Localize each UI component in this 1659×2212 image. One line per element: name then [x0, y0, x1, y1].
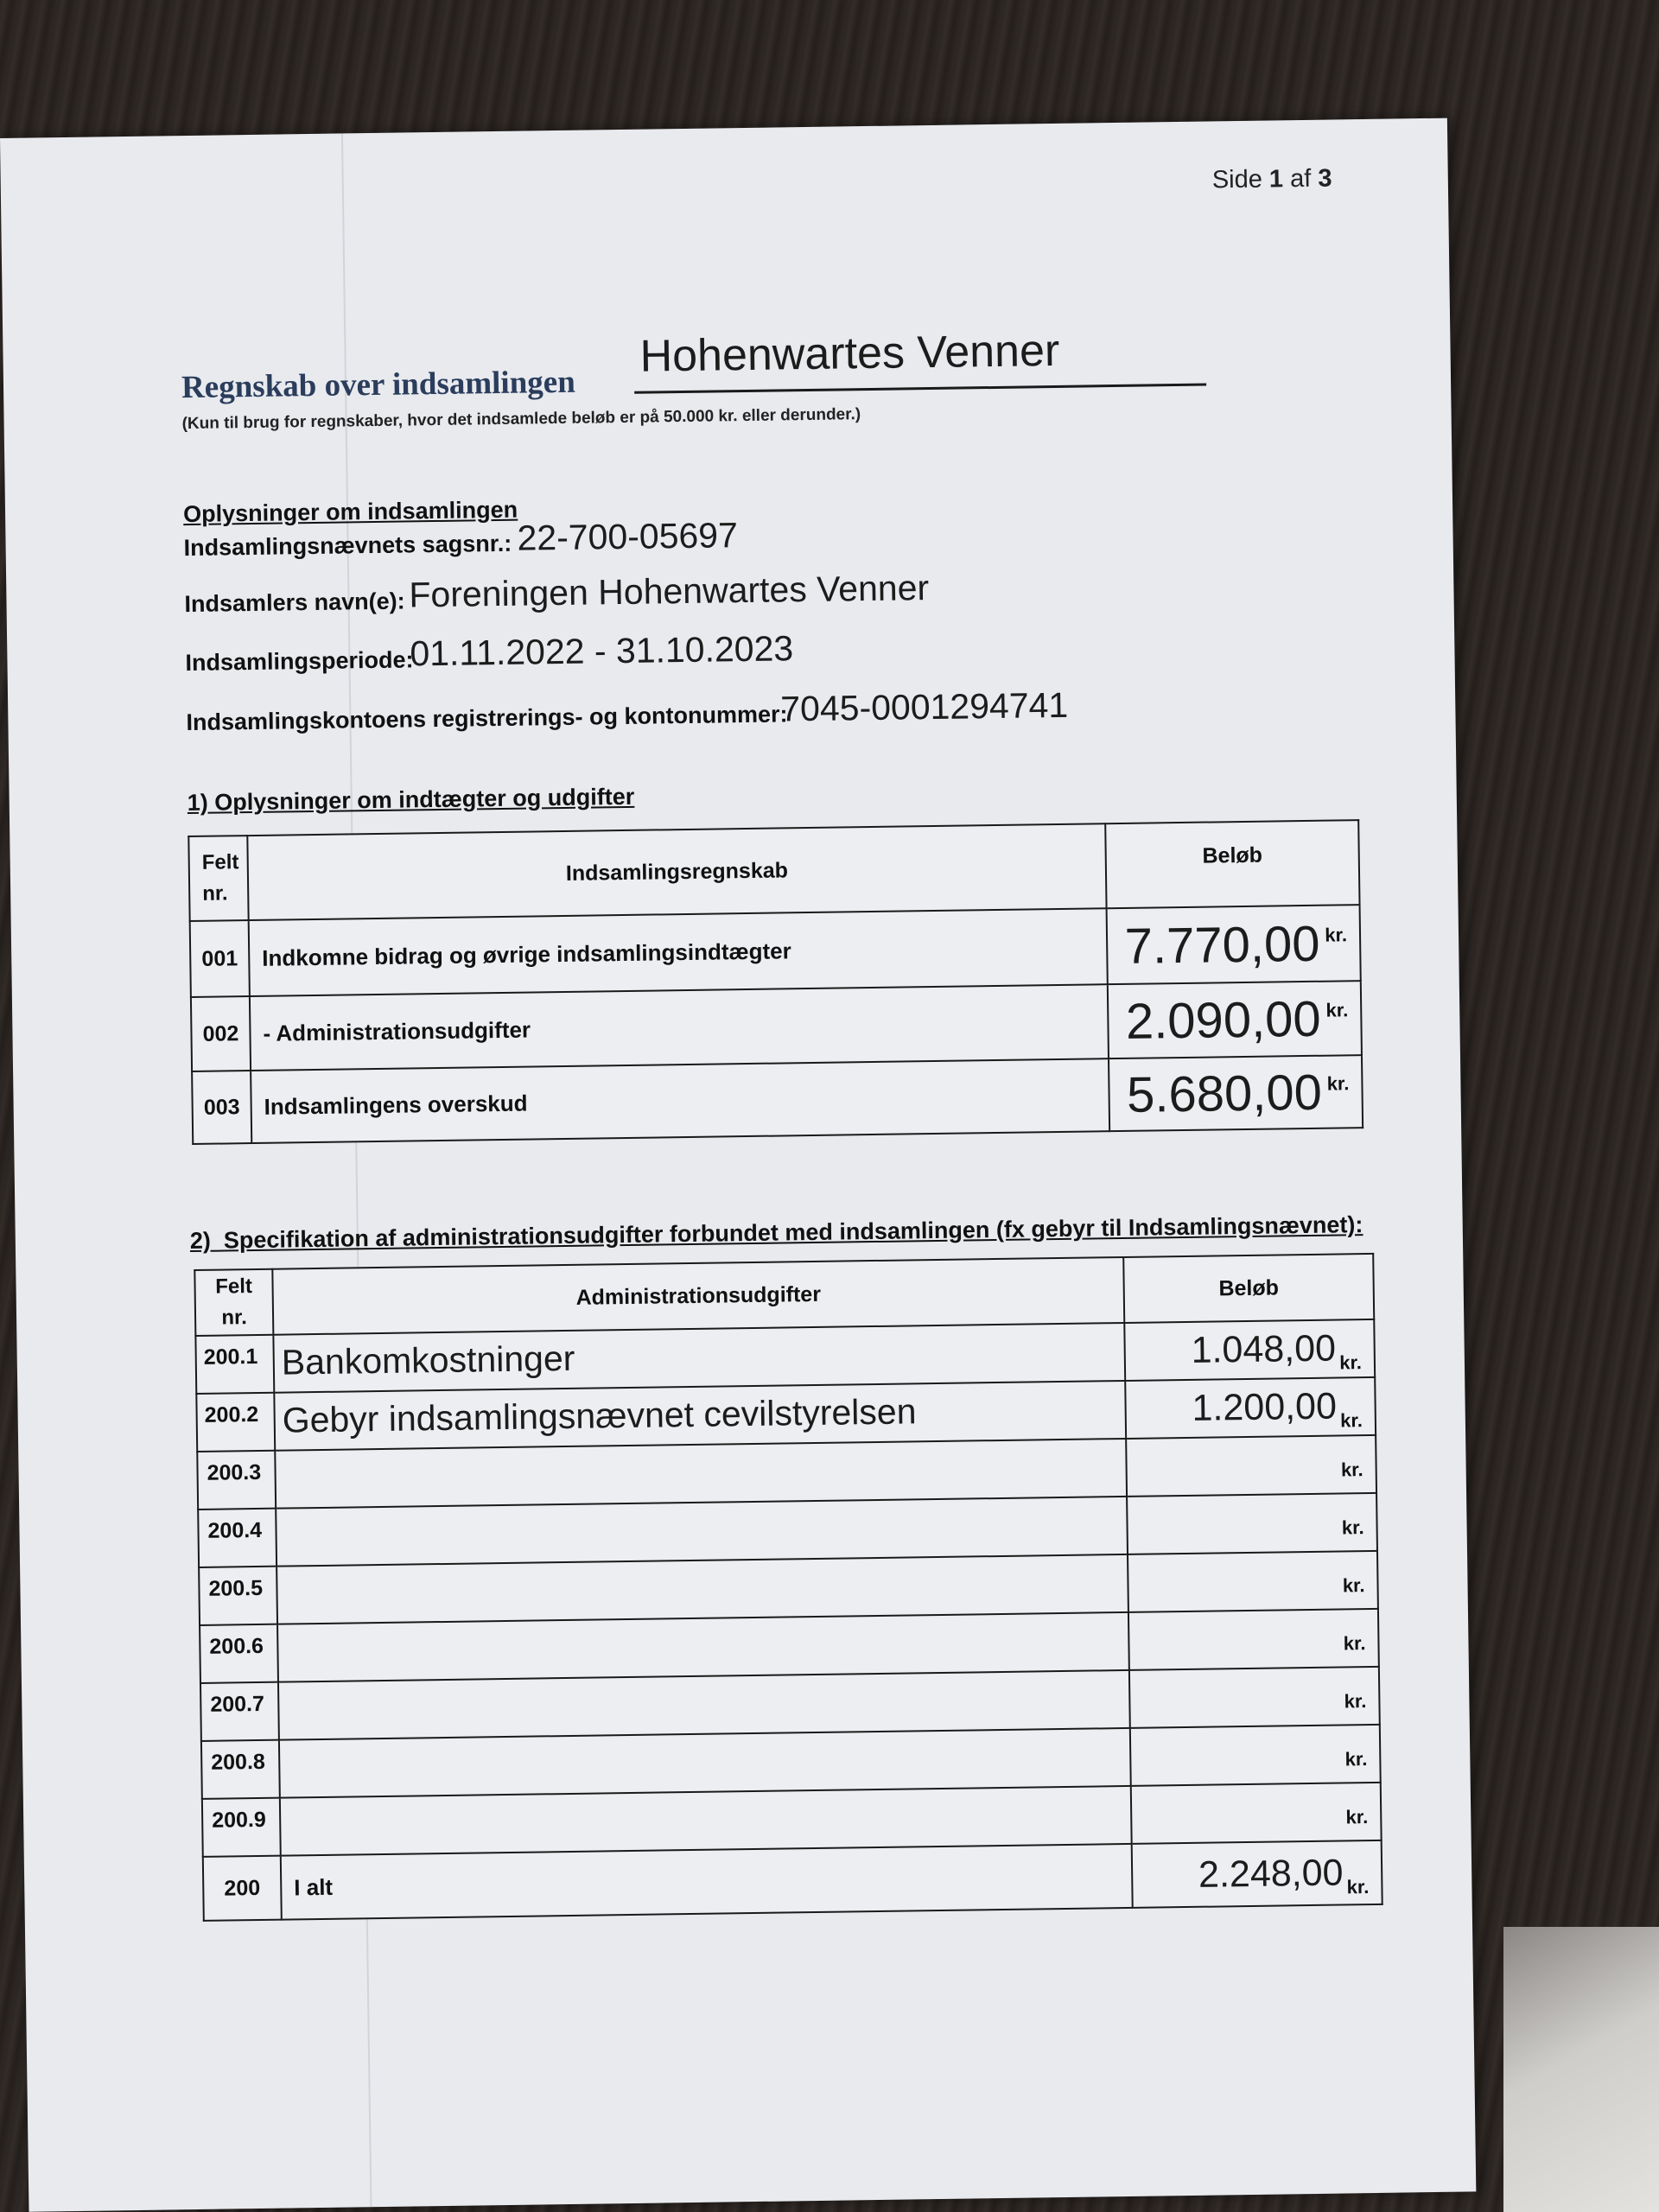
total-amount-cell: [1132, 1840, 1382, 1908]
row-amount: 7.770,00: [1124, 915, 1320, 975]
total-label: I alt: [281, 1844, 1133, 1920]
row-amount: [1338, 1560, 1339, 1601]
row-amount-cell: [1127, 1493, 1377, 1554]
felt-header-label: Felt: [215, 1274, 253, 1299]
row-amount-cell: [1131, 1783, 1382, 1844]
table-header-row: [188, 820, 1359, 921]
row-description: Gebyr indsamlingsnævnet cevilstyrelsen: [274, 1381, 1126, 1451]
column-header-amount: Beløb: [1123, 1254, 1374, 1323]
document-title: Regnskab over indsamlingen: [181, 364, 576, 406]
row-unit: kr.: [1345, 1806, 1369, 1828]
account-number-value: 7045-0001294741: [779, 684, 1069, 729]
page-number: Side 1 af 3: [1211, 164, 1332, 194]
row-amount-cell: [1129, 1667, 1380, 1728]
row-amount: 1.048,00: [1191, 1327, 1337, 1371]
row-amount: [1341, 1733, 1342, 1775]
nr-header-label: nr.: [202, 881, 228, 906]
row-number: 200.7: [200, 1682, 279, 1741]
row-description: - Administrationsudgifter: [250, 984, 1109, 1071]
column-header-amount: Beløb: [1105, 820, 1359, 908]
row-number: 200.4: [198, 1509, 276, 1567]
row-description: Indsamlingens overskud: [251, 1058, 1109, 1143]
nr-header-label: nr.: [221, 1306, 247, 1330]
section2-title: [190, 1211, 1363, 1255]
row-number: 200.8: [201, 1740, 280, 1799]
row-amount-cell: [1124, 1319, 1375, 1381]
collection-period-value: 01.11.2022 - 31.10.2023: [410, 628, 794, 674]
row-amount-cell: [1126, 1435, 1376, 1497]
row-unit: kr.: [1325, 998, 1349, 1021]
title-underline: [634, 384, 1206, 394]
background-object: [1503, 1927, 1659, 2212]
row-number: 200.5: [199, 1567, 277, 1625]
row-number: 003: [192, 1071, 251, 1144]
row-unit: kr.: [1339, 1351, 1363, 1374]
felt-header-label: Felt: [201, 850, 239, 874]
account-number-label: Indsamlingskontoens registrerings- og kontonummer:: [186, 701, 788, 736]
row-unit: kr.: [1342, 1574, 1365, 1597]
row-description: Bankomkostninger: [273, 1323, 1125, 1393]
collector-name-value: Foreningen Hohenwartes Venner: [409, 568, 930, 615]
document-subtitle: (Kun til brug for regnskaber, hvor det indsamlede beløb er på 50.000 kr. eller derunder.): [181, 405, 861, 434]
felt-nr-header: [194, 1269, 273, 1336]
row-number: 200.2: [196, 1393, 275, 1452]
row-number: 002: [191, 996, 251, 1071]
handwritten-collection-name: Hohenwartes Venner: [639, 325, 1060, 382]
row-amount-cell: [1130, 1725, 1381, 1786]
total-number: 200: [203, 1856, 282, 1921]
row-amount-cell: [1108, 981, 1362, 1058]
column-header-description: Administrationsudgifter: [272, 1257, 1124, 1335]
document-page: [0, 118, 1476, 2212]
row-amount-cell: [1128, 1609, 1379, 1670]
row-unit: kr.: [1325, 923, 1348, 946]
admin-expenses-table: [194, 1253, 1382, 1922]
row-unit: kr.: [1339, 1409, 1363, 1432]
row-unit: kr.: [1344, 1690, 1367, 1713]
total-amount: 2.248,00: [1198, 1851, 1344, 1896]
row-amount: [1339, 1618, 1340, 1659]
row-amount: 5.680,00: [1126, 1064, 1323, 1123]
info-section-title: Oplysninger om indsamlingen: [182, 496, 518, 528]
row-amount: [1342, 1791, 1343, 1833]
collection-period-label: Indsamlingsperiode:: [185, 646, 414, 677]
table-row: [192, 1055, 1363, 1144]
row-amount-cell: [1128, 1551, 1378, 1612]
row-amount-cell: [1125, 1377, 1376, 1439]
row-number: 200.9: [202, 1798, 281, 1857]
row-unit: kr.: [1326, 1071, 1350, 1095]
row-amount: 1.200,00: [1192, 1385, 1338, 1429]
row-amount-cell: [1109, 1055, 1363, 1131]
case-number-value: 22-700-05697: [517, 515, 739, 558]
row-unit: kr.: [1344, 1748, 1368, 1770]
income-expense-table: [188, 819, 1363, 1145]
row-description: Indkomne bidrag og øvrige indsamlingsindtægter: [249, 908, 1108, 996]
row-unit: kr.: [1340, 1459, 1363, 1481]
section2-title-text: Specifikation af administrationsudgifter forbundet med indsamlingen (fx gebyr til Indsamlingsnævnet):: [223, 1211, 1363, 1254]
collector-name-label: Indsamlers navn(e):: [184, 588, 405, 618]
row-amount: 2.090,00: [1125, 990, 1322, 1050]
row-amount: [1340, 1675, 1341, 1717]
section1-title: 1) Oplysninger om indtægter og udgifter: [187, 783, 635, 817]
case-number-label: Indsamlingsnævnets sagsnr.:: [183, 530, 512, 562]
felt-nr-header: [188, 836, 248, 921]
row-unit: kr.: [1343, 1632, 1366, 1655]
column-header-description: Indsamlingsregnskab: [247, 823, 1106, 920]
row-amount-cell: [1107, 905, 1361, 984]
total-unit: kr.: [1346, 1875, 1370, 1897]
section2-number: 2): [189, 1227, 212, 1255]
row-unit: kr.: [1341, 1516, 1364, 1539]
row-number: 001: [190, 920, 250, 997]
row-number: 200.1: [195, 1335, 274, 1394]
row-number: 200.3: [197, 1451, 276, 1510]
row-number: 200.6: [200, 1624, 278, 1683]
